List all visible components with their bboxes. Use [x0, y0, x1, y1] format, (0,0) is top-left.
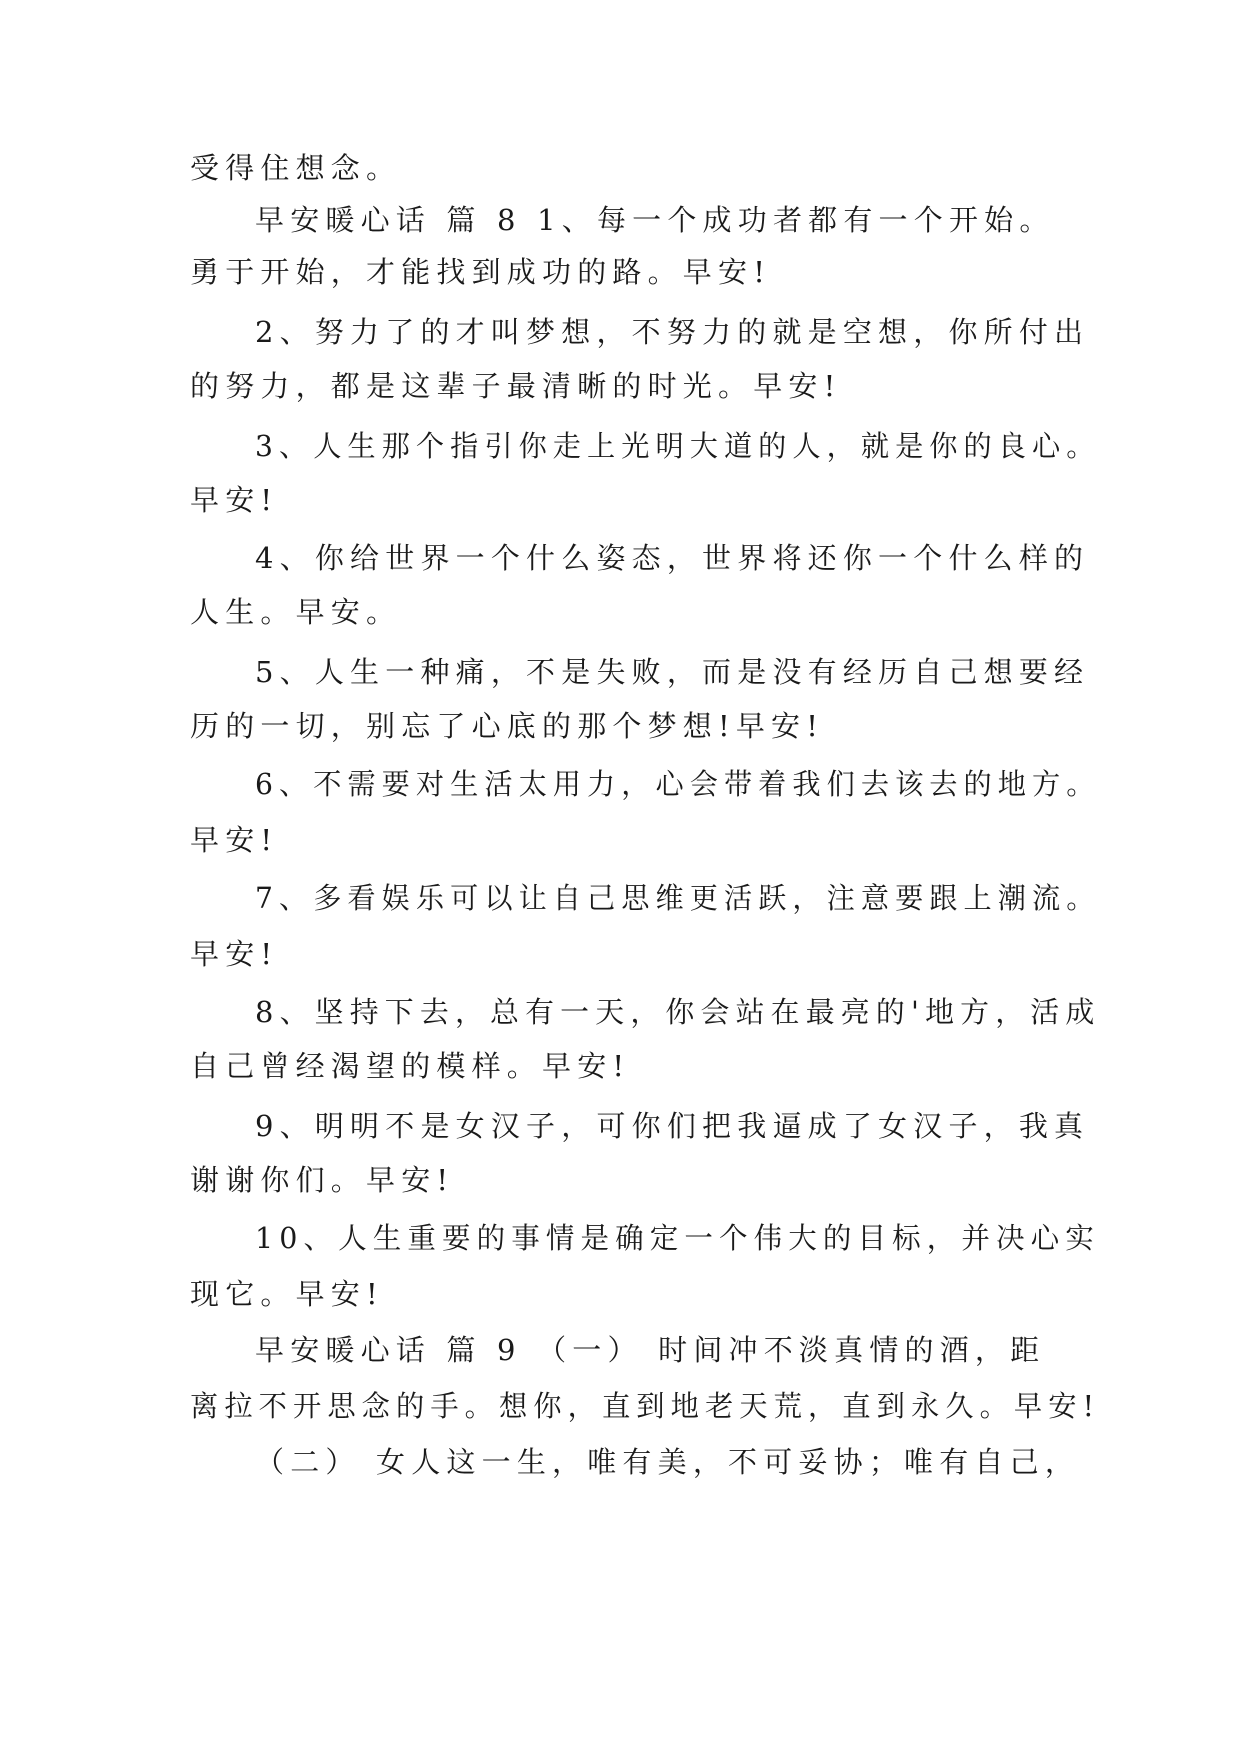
- text-line: 现它。早安!: [190, 1277, 384, 1311]
- text-line: 自己曾经渴望的模样。早安!: [190, 1049, 631, 1083]
- text-line: 受得住想念。: [190, 151, 402, 185]
- list-item: 10、人生重要的事情是确定一个伟大的目标，并决心实: [255, 1221, 1100, 1255]
- text-line: 谢谢你们。早安!: [190, 1163, 455, 1197]
- list-item: 2、努力了的才叫梦想，不努力的就是空想，你所付出: [255, 315, 1090, 349]
- heading-line: 早安暖心话 篇 8 1、每一个成功者都有一个开始。: [255, 203, 1055, 237]
- text-line: 历的一切，别忘了心底的那个梦想!早安!: [190, 709, 825, 743]
- text-line: 早安!: [190, 823, 279, 857]
- list-item: 5、人生一种痛，不是失败，而是没有经历自己想要经: [255, 655, 1090, 689]
- text-line: 早安!: [190, 937, 279, 971]
- list-item: 6、不需要对生活太用力，心会带着我们去该去的地方。: [255, 767, 1101, 801]
- list-item: 7、多看娱乐可以让自己思维更活跃，注意要跟上潮流。: [255, 881, 1101, 915]
- text-line: 人生。早安。: [190, 595, 402, 629]
- list-item: 4、你给世界一个什么姿态，世界将还你一个什么样的: [255, 541, 1090, 575]
- list-item: 8、坚持下去，总有一天，你会站在最亮的'地方，活成: [255, 995, 1101, 1029]
- text-line: 的努力，都是这辈子最清晰的时光。早安!: [190, 369, 842, 403]
- text-line: 离拉不开思念的手。想你，直到地老天荒，直到永久。早安!: [190, 1389, 1101, 1423]
- text-line: 早安!: [190, 483, 279, 517]
- list-item: 9、明明不是女汉子，可你们把我逼成了女汉子，我真: [255, 1109, 1090, 1143]
- list-item: （二） 女人这一生，唯有美，不可妥协；唯有自己，: [255, 1445, 1081, 1479]
- text-line: 勇于开始，才能找到成功的路。早安!: [190, 255, 772, 289]
- list-item: 3、人生那个指引你走上光明大道的人，就是你的良心。: [255, 429, 1101, 463]
- heading-line: 早安暖心话 篇 9 （一） 时间冲不淡真情的酒，距: [255, 1333, 1046, 1367]
